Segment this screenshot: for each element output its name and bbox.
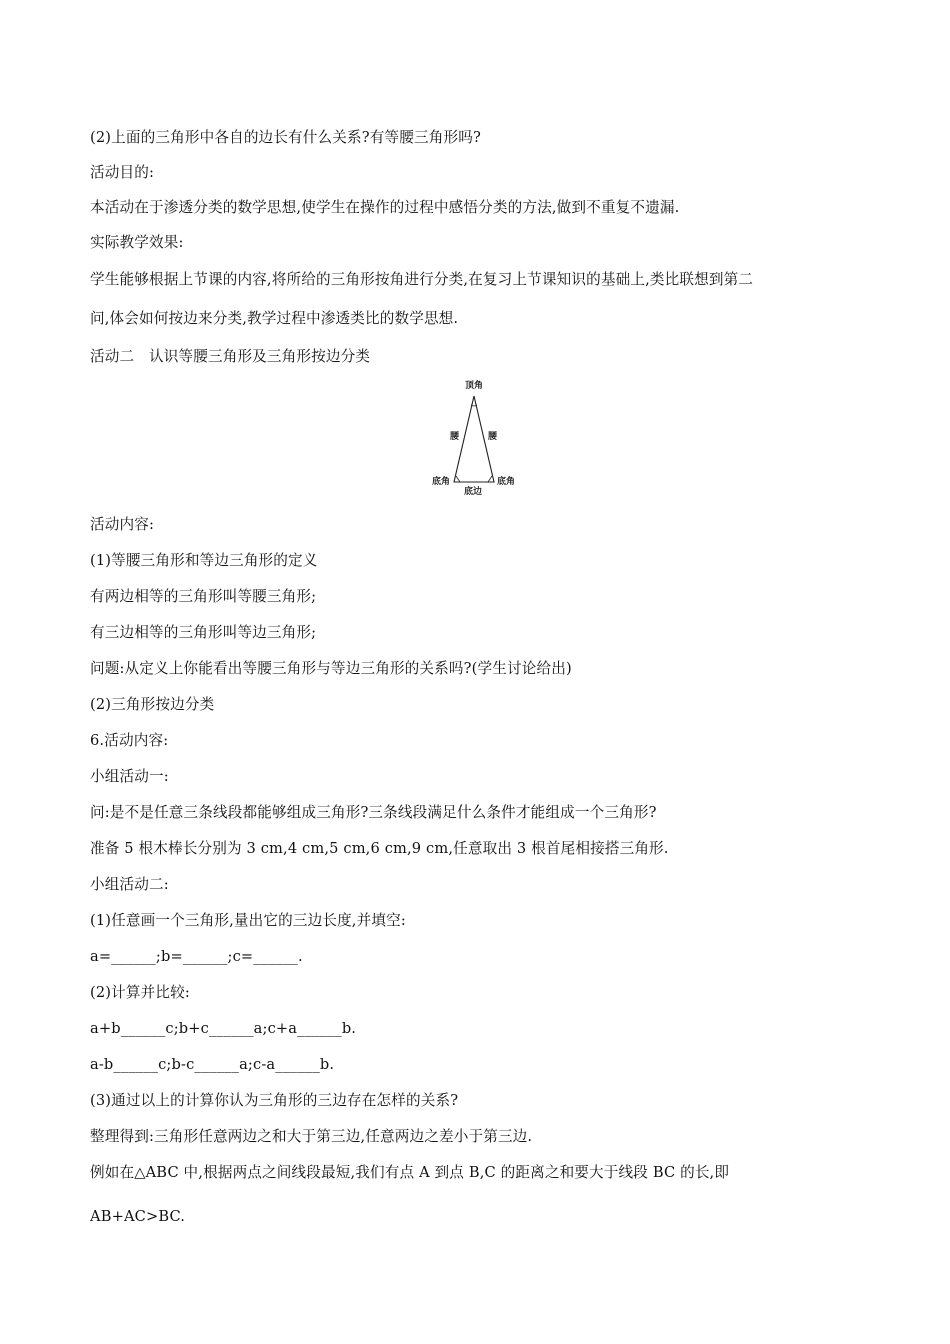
text-line: 学生能够根据上节课的内容,将所给的三角形按角进行分类,在复习上节课知识的基础上,类比联想到第二 [90, 271, 754, 288]
text-line: 例如在△ABC 中,根据两点之间线段最短,我们有点 A 到点 B,C 的距离之和要大于线段 BC 的长,即 [90, 1164, 730, 1181]
text-line: 问:是不是任意三条线段都能够组成三角形?三条线段满足什么条件才能组成一个三角形? [90, 804, 657, 821]
text-line: 有两边相等的三角形叫等腰三角形; [90, 588, 317, 605]
left-base-angle-label: 底角 [432, 477, 451, 487]
text-line: 小组活动二: [90, 876, 169, 893]
fill-in-line: a+b______c;b+c______a;c+a______b. [90, 1020, 357, 1037]
text-line: 整理得到:三角形任意两边之和大于第三边,任意两边之差小于第三边. [90, 1128, 533, 1145]
text-line: 实际教学效果: [90, 234, 184, 251]
text-line: 活动内容: [90, 516, 155, 533]
text-line: 活动目的: [90, 164, 155, 181]
fill-in-line: a-b______c;b-c______a;c-a______b. [90, 1056, 335, 1073]
apex-angle-arc [471, 405, 477, 406]
text-line: 小组活动一: [90, 768, 169, 785]
text-line: (2)三角形按边分类 [90, 696, 215, 713]
text-line: (1)任意画一个三角形,量出它的三边长度,并填空: [90, 912, 406, 929]
text-line: 准备 5 根木棒长分别为 3 cm,4 cm,5 cm,6 cm,9 cm,任意取出 3 根首尾相接搭三角形. [90, 840, 669, 857]
text-line: 6.活动内容: [90, 732, 169, 749]
apex-label: 顶角 [465, 381, 484, 391]
left-base-angle-mark [456, 476, 460, 482]
left-leg-label: 腰 [450, 432, 460, 442]
text-line: (2)计算并比较: [90, 984, 190, 1001]
base-label: 底边 [464, 487, 483, 497]
fill-in-line: a=______;b=______;c=______. [90, 948, 303, 965]
text-line: 问题:从定义上你能看出等腰三角形与等边三角形的关系吗?(学生讨论给出) [90, 660, 572, 677]
text-line: (3)通过以上的计算你认为三角形的三边存在怎样的关系? [90, 1092, 459, 1109]
isosceles-triangle-diagram [425, 377, 525, 497]
text-line: 本活动在于渗透分类的数学思想,使学生在操作的过程中感悟分类的方法,做到不重复不遗漏. [90, 199, 680, 216]
text-line: 问,体会如何按边来分类,教学过程中渗透类比的数学思想. [90, 310, 459, 327]
right-base-angle-mark [488, 476, 492, 482]
text-line: (2)上面的三角形中各自的边长有什么关系?有等腰三角形吗? [90, 129, 481, 146]
right-base-angle-label: 底角 [497, 477, 516, 487]
text-line: AB+AC>BC. [90, 1208, 186, 1225]
right-leg-label: 腰 [488, 432, 498, 442]
text-line: 有三边相等的三角形叫等边三角形; [90, 624, 317, 641]
section-heading: 活动二 认识等腰三角形及三角形按边分类 [90, 348, 371, 365]
text-line: (1)等腰三角形和等边三角形的定义 [90, 552, 318, 569]
